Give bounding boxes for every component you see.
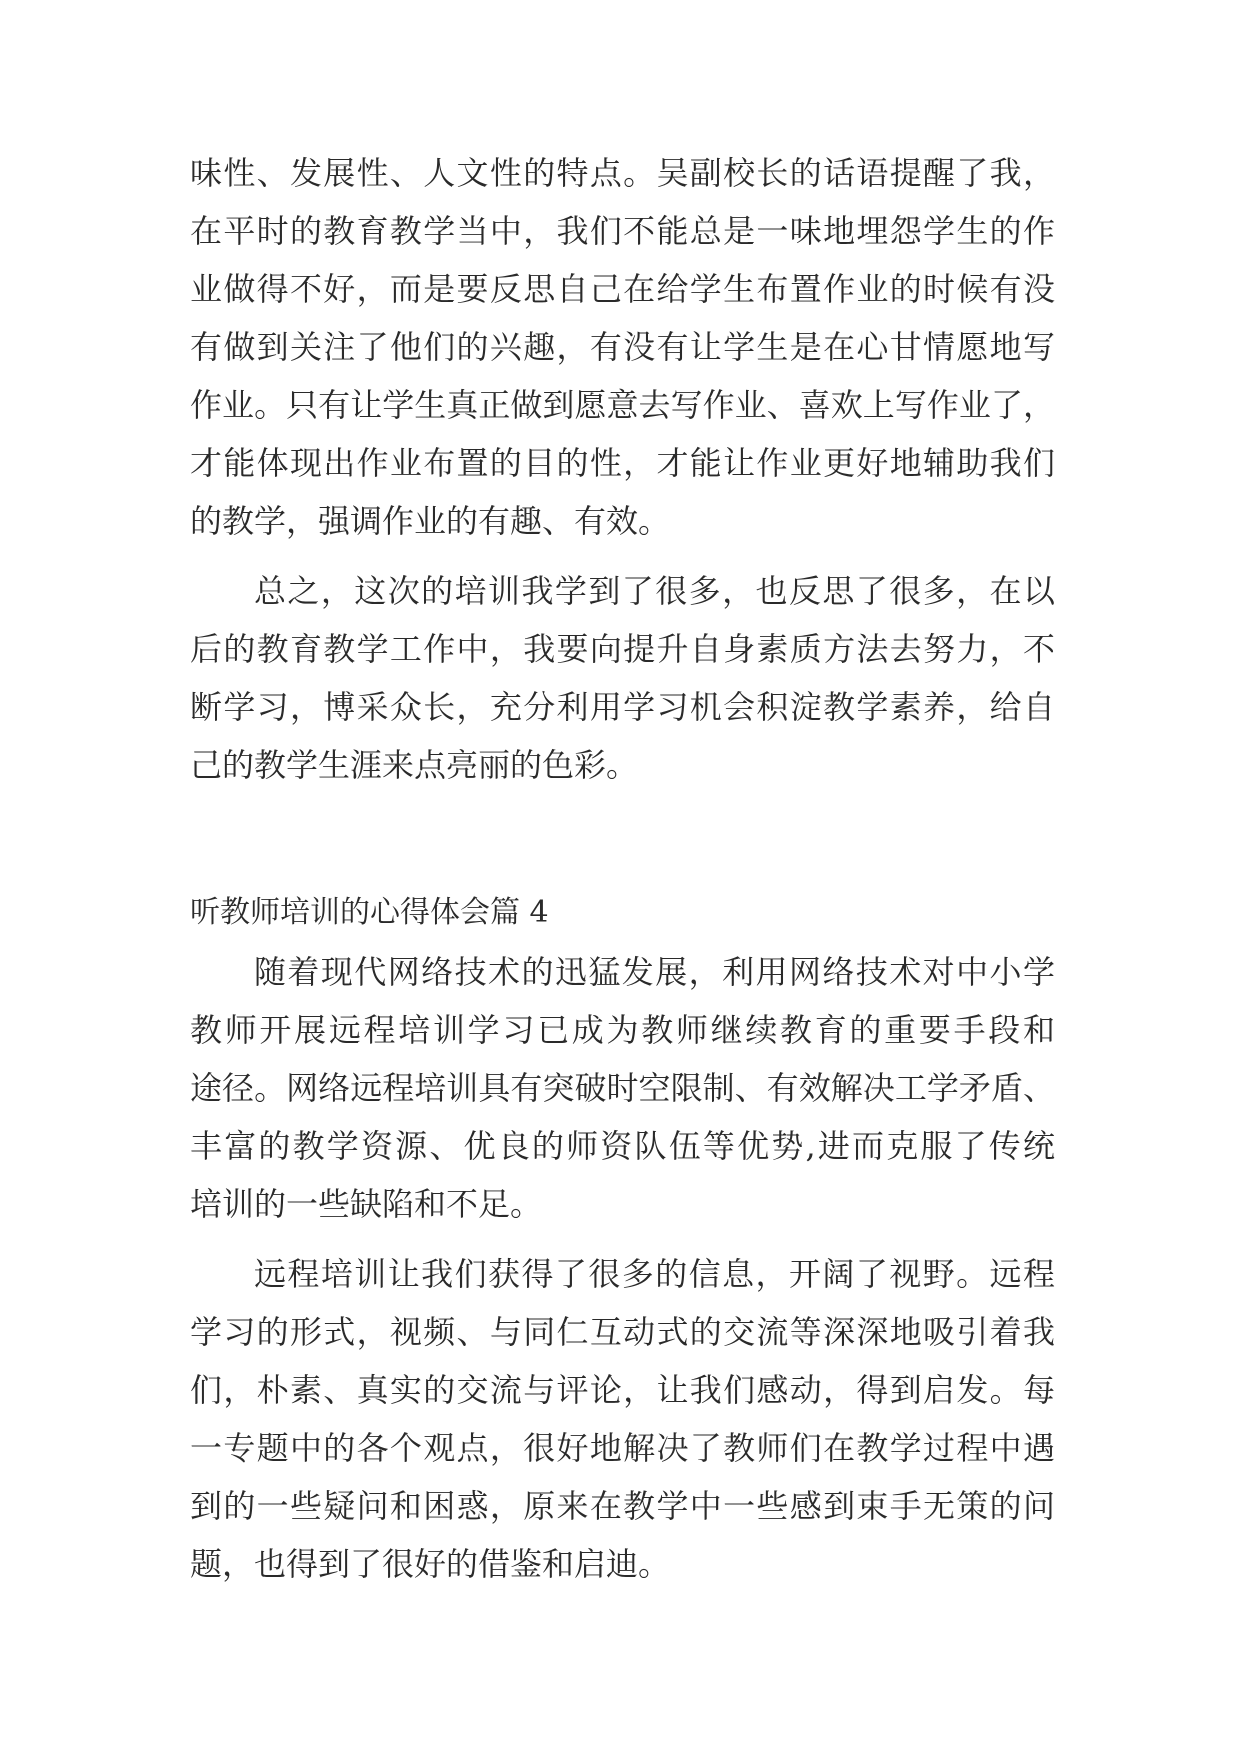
paragraph-2-line-2: 后的教育教学工作中，我要向提升自身素质方法去努力，不: [190, 630, 1055, 668]
paragraph-4-line-6: 题，也得到了很好的借鉴和启迪。: [190, 1545, 671, 1583]
paragraph-1-line-2: 在平时的教育教学当中，我们不能总是一味地埋怨学生的作: [190, 212, 1055, 250]
paragraph-4-line-3: 们，朴素、真实的交流与评论，让我们感动，得到启发。每: [190, 1371, 1055, 1409]
paragraph-4-line-2: 学习的形式，视频、与同仁互动式的交流等深深地吸引着我: [190, 1313, 1055, 1351]
paragraph-3-line-3: 途径。网络远程培训具有突破时空限制、有效解决工学矛盾、: [190, 1069, 1055, 1107]
paragraph-1-line-7: 的教学，强调作业的有趣、有效。: [190, 502, 671, 540]
paragraph-2-line-3: 断学习，博采众长，充分利用学习机会积淀教学素养，给自: [190, 688, 1055, 726]
paragraph-2-line-1: 总之，这次的培训我学到了很多，也反思了很多，在以: [254, 572, 1055, 610]
paragraph-4-line-1: 远程培训让我们获得了很多的信息，开阔了视野。远程: [254, 1255, 1055, 1293]
paragraph-4-line-4: 一专题中的各个观点，很好地解决了教师们在教学过程中遇: [190, 1429, 1055, 1467]
paragraph-1-line-4: 有做到关注了他们的兴趣，有没有让学生是在心甘情愿地写: [190, 328, 1055, 366]
paragraph-3-line-5: 培训的一些缺陷和不足。: [190, 1185, 543, 1223]
paragraph-1-line-5: 作业。只有让学生真正做到愿意去写作业、喜欢上写作业了，: [190, 386, 1055, 424]
paragraph-1-line-6: 才能体现出作业布置的目的性，才能让作业更好地辅助我们: [190, 444, 1055, 482]
paragraph-3-line-1: 随着现代网络技术的迅猛发展，利用网络技术对中小学: [254, 953, 1055, 991]
paragraph-4-line-5: 到的一些疑问和困惑，原来在教学中一些感到束手无策的问: [190, 1487, 1055, 1525]
section-heading: 听教师培训的心得体会篇 4: [190, 895, 549, 930]
paragraph-3-line-2: 教师开展远程培训学习已成为教师继续教育的重要手段和: [190, 1011, 1055, 1049]
paragraph-3-line-4: 丰富的教学资源、优良的师资队伍等优势,进而克服了传统: [190, 1127, 1055, 1165]
paragraph-1-line-3: 业做得不好，而是要反思自己在给学生布置作业的时候有没: [190, 270, 1055, 308]
paragraph-1-line-1: 味性、发展性、人文性的特点。吴副校长的话语提醒了我，: [190, 154, 1055, 192]
paragraph-2-line-4: 己的教学生涯来点亮丽的色彩。: [190, 746, 639, 784]
